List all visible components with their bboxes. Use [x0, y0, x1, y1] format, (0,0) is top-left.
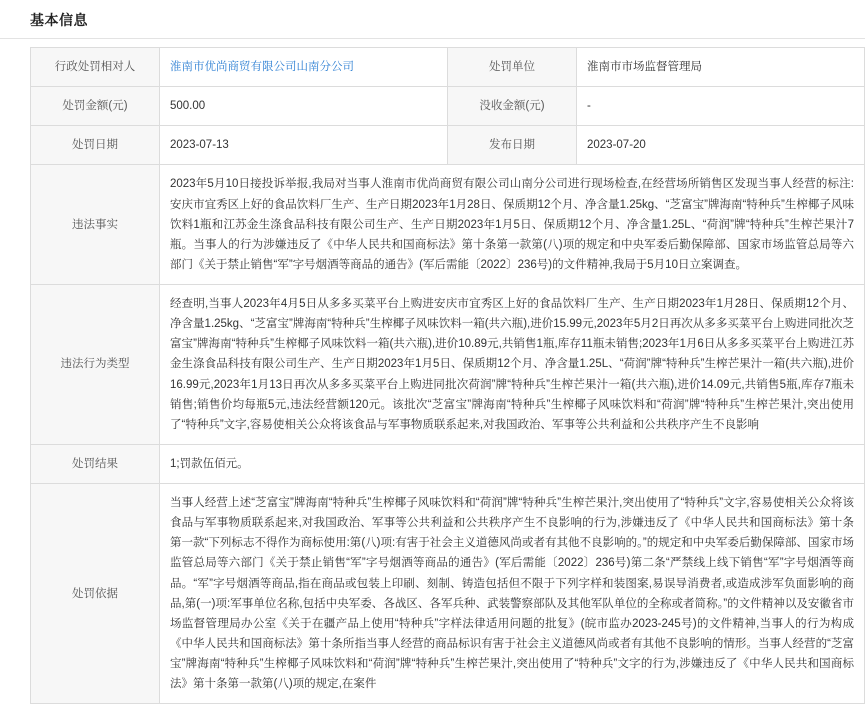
publish-date-value: 2023-07-20: [577, 126, 865, 165]
table-row: [31, 126, 865, 165]
amount-value: 500.00: [160, 87, 448, 126]
confiscate-value: -: [577, 87, 865, 126]
table-row: [31, 48, 865, 87]
confiscate-label: 没收金额(元): [448, 87, 577, 126]
violation-type-value: 经查明,当事人2023年4月5日从多多买菜平台上购进安庆市宜秀区上好的食品饮料厂生产、生产日期2023年1月28日、保质期12个月、净含量1.25kg、“芝富宝”牌海南“特种兵”生榨椰子风味饮料一箱(共六瓶),进价15.99元,2023年5月2日再次从多多买菜平台上购进同批次芝富宝”牌海南“特种兵”生榨椰子风味饮料一箱(共六瓶),进价10.89元,共销售1瓶,库存11瓶未销售;2023年1月6日从多多买菜平台上购进江苏金生涤食品科技有限公司生产、生产日期2023年1月5日、保质期12个月、净含量1.25L、“荷润”牌“特种兵”生榨芒果汁一箱(共六瓶),进价16.99元,2023年1月13日再次从多多买菜平台上购进同批次荷润”牌“特种兵”生榨芒果汁一箱(共六瓶),进价14.09元,共销售5瓶,库存7瓶未销售;销售价均每瓶5元,违法经营额120元。该批次“芝富宝”牌海南“特种兵”生榨椰子风味饮料和“荷润”牌“特种兵”生榨芒果汁,突出使用了“特种兵”文字,容易使相关公众将该食品与军事物质联系起来,对我国政治、军事等公共利益和公共秩序产生不良影响: [160, 285, 865, 445]
basis-label: 处罚依据: [31, 484, 160, 704]
amount-label: 处罚金额(元): [31, 87, 160, 126]
basis-value: 当事人经营上述“芝富宝”牌海南“特种兵”生榨椰子风味饮料和“荷润”牌“特种兵”生榨芒果汁,突出使用了“特种兵”文字,容易使相关公众将该食品与军事物质联系起来,对我国政治、军事等公共利益和公共秩序产生不良影响的行为,涉嫌违反了《中华人民共和国商标法》第十条第一款“下列标志不得作为商标使用:第(八)项:有害于社会主义道德风尚或者有其他不良影响的。”的规定和中央军委后勤保障部、国家市场监管总局等六部门《关于禁止销售“军”字号烟酒等商品的通告》(军后需能〔2022〕236号)第二条“严禁线上线下销售“军”字号烟酒等商品。“军”字号烟酒等商品,指在商品或包装上印刷、刻制、铸造包括但不限于下列字样和装图案,易误导消费者,或造成涉军负面影响的商品,第(一)项:军事单位名称,包括中央军委、各战区、各军兵种、武装警察部队及其他军队单位的全称或者简称。”的文件精神以及安徽省市场监督管理局办公室《关于在疆产品上使用“特种兵”字样法律适用问题的批复》(皖市监办2023-245号)的文件精神,当事人的行为构成《中华人民共和国商标法》第十条所指当事人经营的商品标识有害于社会主义道德风尚或者有其他不良影响的情形。当事人经营的“芝富宝”牌海南“特种兵”生榨椰子风味饮料和“荷润”牌“特种兵”生榨芒果汁,突出使用了“特种兵”文字的行为,涉嫌违反了《中华人民共和国商标法》第十条第一款第(八)项的规定,在案件: [160, 484, 865, 704]
page-title: 基本信息: [30, 12, 88, 28]
facts-value: 2023年5月10日接投诉举报,我局对当事人淮南市优尚商贸有限公司山南分公司进行现场检查,在经营场所销售区发现当事人经营的标注:安庆市宜秀区上好的食品饮料厂生产、生产日期2023年1月28日、保质期12个月、净含量1.25kg、“芝富宝”牌海南“特种兵”生榨椰子风味饮料1瓶和江苏金生涤食品科技有限公司生产、生产日期2023年1月5日、保质期12个月、净含量1.25L、“荷润”牌“特种兵”生榨芒果汁7瓶。当事人的行为涉嫌违反了《中华人民共和国商标法》第十条第一款第(八)项的规定和中央军委后勤保障部、国家市场监管总局等六部门《关于禁止销售“军”字号烟酒等商品的通告》(军后需能〔2022〕236号)的文件精神,我局于5月10日立案调查。: [160, 165, 865, 285]
table-row: [31, 484, 865, 704]
table-row: [31, 165, 865, 285]
party-label: 行政处罚相对人: [31, 48, 160, 87]
table-row: [31, 444, 865, 483]
result-label: 处罚结果: [31, 444, 160, 483]
punish-date-label: 处罚日期: [31, 126, 160, 165]
party-company-link[interactable]: 淮南市优尚商贸有限公司山南分公司: [170, 61, 354, 73]
title-divider: [0, 38, 865, 39]
publish-date-label: 发布日期: [448, 126, 577, 165]
party-value-cell: [160, 48, 448, 87]
org-label: 处罚单位: [448, 48, 577, 87]
facts-label: 违法事实: [31, 165, 160, 285]
table-row: [31, 87, 865, 126]
table-row: [31, 285, 865, 445]
violation-type-label: 违法行为类型: [31, 285, 160, 445]
result-value: 1;罚款伍佰元。: [160, 444, 865, 483]
punish-date-value: 2023-07-13: [160, 126, 448, 165]
basic-info-table: [30, 47, 865, 704]
org-value: 淮南市市场监督管理局: [577, 48, 865, 87]
